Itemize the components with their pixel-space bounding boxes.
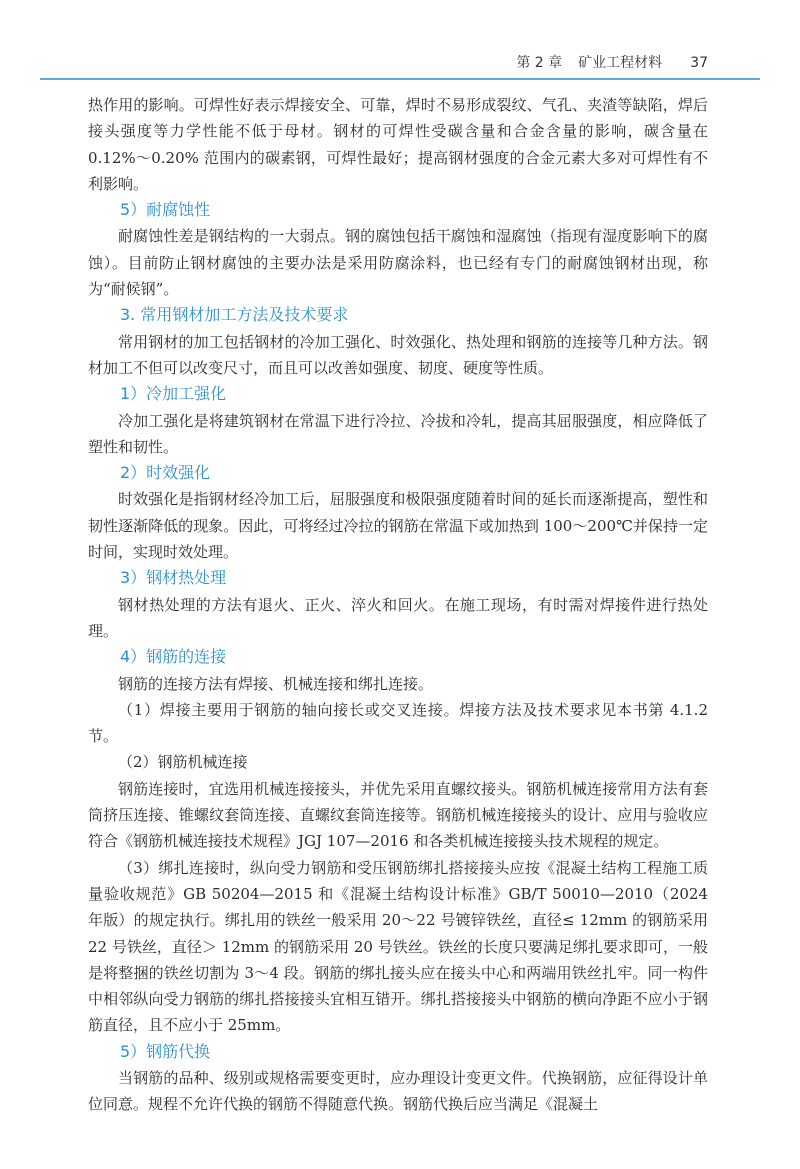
paragraph: 热作用的影响。可焊性好表示焊接安全、可靠，焊时不易形成裂纹、气孔、夹渣等缺陷，焊后接头强度等力学性能不低于母材。钢材的可焊性受碳含量和合金含量的影响，碳含量在 0.12%～0.20% 范围内的碳素钢，可焊性最好；提高钢材强度的合金元素大多对可焊性有不利影响。 [88, 96, 708, 193]
paragraph: （2）钢筋机械连接 [118, 753, 248, 772]
paragraph: （1）焊接主要用于钢筋的轴向接长或交叉连接。焊接方法及技术要求见本书第 4.1.2 节。 [88, 700, 708, 746]
section-heading: 3. 常用钢材加工方法及技术要求 [120, 305, 349, 325]
paragraph: 常用钢材的加工包括钢材的冷加工强化、时效强化、热处理和钢筋的连接等几种方法。钢材加工不但可以改变尺寸，而且可以改善如强度、韧度、硬度等性质。 [88, 332, 708, 377]
header-rule [40, 78, 760, 80]
section-heading: 2）时效强化 [120, 463, 211, 483]
page-body [88, 92, 708, 1118]
chapter-number: 第 2 章 [516, 55, 563, 71]
section-heading: 4）钢筋的连接 [120, 647, 227, 667]
paragraph: 钢筋的连接方法有焊接、机械连接和绑扎连接。 [118, 674, 434, 693]
paragraph: 时效强化是指钢材经冷加工后，屈服强度和极限强度随着时间的延长而逐渐提高，塑性和韧性逐渐降低的现象。因此，可将经过冷拉的钢筋在常温下或加热到 100～200℃并保持一定时间，实现时效处理。 [88, 490, 708, 562]
page-number: 37 [690, 55, 708, 71]
paragraph: 当钢筋的品种、级别或规格需要变更时，应办理设计变更文件。代换钢筋，应征得设计单位同意。规程不允许代换的钢筋不得随意代换。钢筋代换后应当满足《混凝土 [88, 1068, 708, 1114]
paragraph: 钢材热处理的方法有退火、正火、淬火和回火。在施工现场，有时需对焊接件进行热处理。 [88, 595, 708, 640]
paragraph: （3）绑扎连接时，纵向受力钢筋和受压钢筋绑扎搭接接头应按《混凝土结构工程施工质量验收规范》GB 50204—2015 和《混凝土结构设计标准》GB/T 50010—2010（2024 年版）的规定执行。绑扎用的铁丝一般采用 20～22 号镀锌铁丝，直径≤ 12mm 的钢筋采用 22 号铁丝，直径＞ 12mm 的钢筋采用 20 号铁丝。铁丝的长度只要满足绑扎要求即可，一般是将整捆的铁丝切割为 3～4 段。钢筋的绑扎接头应在接头中心和两端用铁丝扎牢。同一构件中相邻纵向受力钢筋的绑扎搭接接头宜相互错开。绑扎搭接接头中钢筋的横向净距不应小于钢筋直径，且不应小于 25mm。 [88, 858, 708, 1035]
chapter-title: 矿业工程材料 [578, 55, 663, 71]
section-heading: 5）钢筋代换 [120, 1041, 211, 1061]
paragraph: 钢筋连接时，宜选用机械连接接头，并优先采用直螺纹接头。钢筋机械连接常用方法有套筒挤压连接、锥螺纹套筒连接、直螺纹套筒连接等。钢筋机械连接接头的设计、应用与验收应符合《钢筋机械连接技术规程》JGJ 107—2016 和各类机械连接接头技术规程的规定。 [88, 779, 708, 851]
section-heading: 1）冷加工强化 [120, 384, 227, 404]
paragraph: 冷加工强化是将建筑钢材在常温下进行冷拉、冷拔和冷轧，提高其屈服强度，相应降低了塑性和韧性。 [88, 411, 708, 456]
section-heading: 5）耐腐蚀性 [120, 200, 211, 220]
running-header [516, 52, 708, 72]
section-heading: 3）钢材热处理 [120, 568, 227, 588]
paragraph: 耐腐蚀性差是钢结构的一大弱点。钢的腐蚀包括干腐蚀和湿腐蚀（指现有湿度影响下的腐蚀）。目前防止钢材腐蚀的主要办法是采用防腐涂料，也已经有专门的耐腐蚀钢材出现，称为“耐候钢”。 [88, 227, 708, 299]
